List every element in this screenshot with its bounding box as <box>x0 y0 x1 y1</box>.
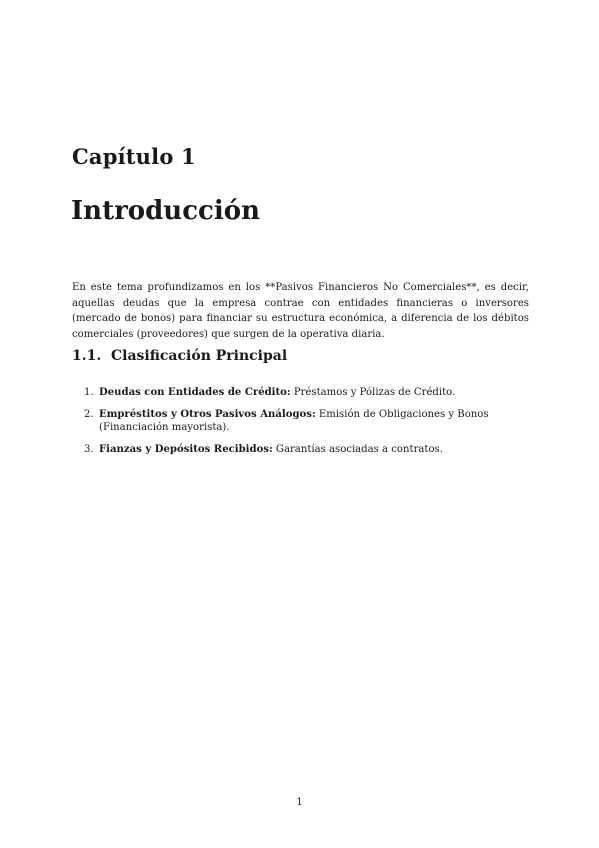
section-title: Clasificación Principal <box>111 348 288 364</box>
classification-list <box>72 386 530 464</box>
list-item <box>72 443 530 457</box>
intro-paragraph: En este tema profundizamos en los **Pasivos Financieros No Comerciales**, es decir, aquellas deudas que la empresa contrae con entidades financieras o inversores (mercado de bonos) para financiar su estructura económica, a diferencia de los débitos comerciales (proveedores) que surgen de la operativa diaria. <box>72 282 529 340</box>
chapter-title: Introducción <box>71 196 260 226</box>
list-item-description: Préstamos y Pólizas de Crédito. <box>290 387 456 398</box>
list-item <box>72 386 530 400</box>
section-heading <box>72 348 287 364</box>
list-item-term: Empréstitos y Otros Pasivos Análogos: <box>99 408 316 420</box>
list-item-number: 3. <box>84 443 94 455</box>
list-item-term: Fianzas y Depósitos Recibidos: <box>99 443 273 455</box>
list-item-description: Emisión de Obligaciones y Bonos (Financiación mayorista). <box>99 408 489 433</box>
chapter-label: Capítulo 1 <box>72 144 196 169</box>
list-item <box>72 408 530 435</box>
list-item-number: 1. <box>84 387 94 398</box>
list-item-term: Deudas con Entidades de Crédito: <box>99 387 291 398</box>
list-item-number: 2. <box>84 408 94 420</box>
section-number: 1.1. <box>72 348 102 364</box>
page-number: 1 <box>296 797 303 808</box>
list-item-description: Garantías asociadas a contratos. <box>272 443 443 455</box>
